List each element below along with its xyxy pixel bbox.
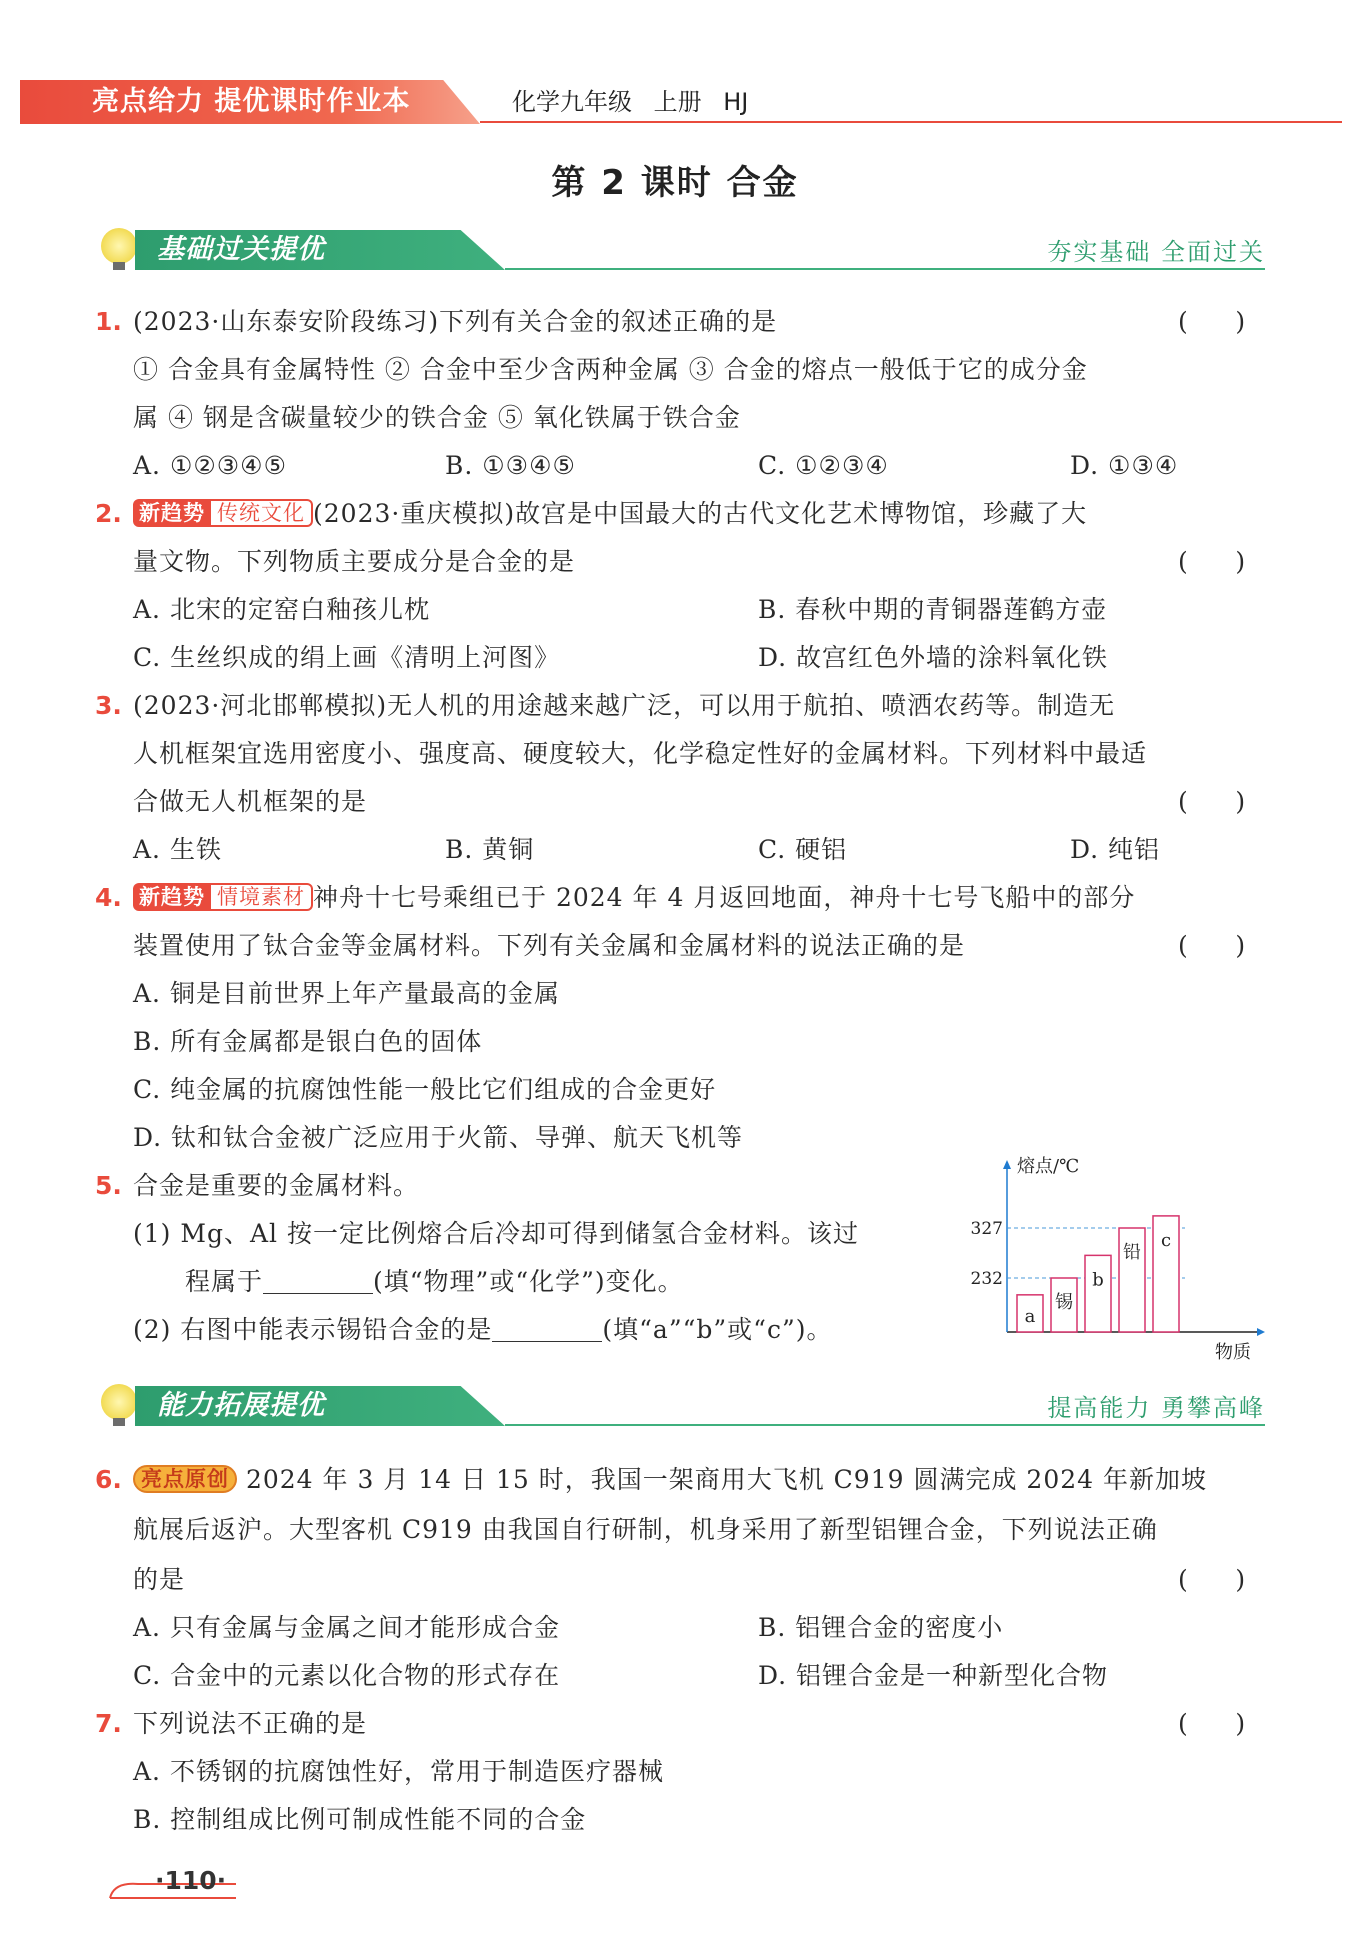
answer-paren: ( ) <box>1178 307 1246 336</box>
question-text: (1) Mg、Al 按一定比例熔合后冷却可得到储氢合金材料。该过 <box>133 1219 859 1248</box>
tag-original: 亮点原创 <box>133 1465 237 1493</box>
y-axis-arrow <box>1003 1160 1011 1169</box>
y-tick-label: 232 <box>970 1269 1003 1289</box>
option: A. 北宋的定窑白釉孩儿枕 <box>133 595 430 624</box>
question-text: 量文物。下列物质主要成分是合金的是 <box>133 547 576 576</box>
lightbulb-icon <box>101 228 137 264</box>
option: A. ①②③④⑤ <box>133 451 288 480</box>
section-rule <box>505 1424 1265 1426</box>
header-divider <box>480 121 1342 123</box>
option: B. 铝锂合金的密度小 <box>758 1613 1004 1642</box>
question-number: 3. <box>95 691 122 720</box>
question-number: 6. <box>95 1465 122 1494</box>
lesson-title: 第 2 课时 合金 <box>551 163 799 203</box>
answer-paren: ( ) <box>1178 547 1246 576</box>
question-stem-line <box>133 881 1135 915</box>
question-number: 1. <box>95 307 122 336</box>
y-axis-label: 熔点/℃ <box>1017 1156 1080 1177</box>
option: D. 铝锂合金是一种新型化合物 <box>758 1661 1109 1690</box>
question-stem-line <box>133 497 1087 531</box>
question-text-line <box>133 1313 832 1347</box>
question-stem: 下列说法不正确的是 <box>133 1709 368 1738</box>
option: D. 钛和钛合金被广泛应用于火箭、导弹、航天飞机等 <box>133 1123 744 1152</box>
option: C. ①②③④ <box>758 451 889 480</box>
tag-trend: 新趋势 <box>133 499 211 527</box>
bar-label: b <box>1092 1269 1104 1291</box>
question-number: 2. <box>95 499 122 528</box>
option: A. 生铁 <box>133 835 222 864</box>
option: D. 故宫红色外墙的涂料氧化铁 <box>758 643 1109 672</box>
question-text-line <box>185 1265 684 1299</box>
option: B. 黄铜 <box>445 835 535 864</box>
option: D. 纯铝 <box>1070 835 1161 864</box>
section-advanced <box>95 1378 1265 1434</box>
question-number: 7. <box>95 1709 122 1738</box>
question-text: 的是 <box>133 1565 186 1594</box>
option: C. 生丝织成的绢上画《清明上河图》 <box>133 643 561 672</box>
question-stem: (2023·河北邯郸模拟)无人机的用途越来越广泛，可以用于航拍、喷洒农药等。制造无 <box>133 691 1116 720</box>
question-text: 人机框架宜选用密度小、强度高、硬度较大，化学稳定性好的金属材料。下列材料中最适 <box>133 739 1148 768</box>
x-axis-label: 物质 <box>1215 1342 1251 1363</box>
tag-topic: 传统文化 <box>211 499 313 527</box>
bar-label: c <box>1160 1229 1172 1251</box>
section-title: 基础过关提优 <box>157 234 325 265</box>
tag-topic: 情境素材 <box>211 883 313 911</box>
option: C. 合金中的元素以化合物的形式存在 <box>133 1661 561 1690</box>
question-stem-line <box>133 1463 1207 1497</box>
option: A. 只有金属与金属之间才能形成合金 <box>133 1613 560 1642</box>
section-basic <box>95 222 1265 278</box>
bar-label: 铅 <box>1123 1242 1141 1263</box>
page-number: ·110· <box>155 1866 227 1895</box>
answer-paren: ( ) <box>1178 931 1246 960</box>
section-slogan: 夯实基础 全面过关 <box>1047 238 1265 266</box>
x-axis-arrow <box>1257 1328 1265 1336</box>
question-stem: (2023·山东泰安阶段练习)下列有关合金的叙述正确的是 <box>133 307 778 336</box>
question-text: ① 合金具有金属特性 ② 合金中至少含两种金属 ③ 合金的熔点一般低于它的成分金 <box>133 355 1088 384</box>
question-text: (填“a”“b”或“c”)。 <box>602 1315 833 1344</box>
question-stem: 2024 年 3 月 14 日 15 时，我国一架商用大飞机 C919 圆满完成 2024 年新加坡 <box>245 1465 1207 1494</box>
header-brand: 亮点给力 提优课时作业本 <box>92 86 411 117</box>
answer-paren: ( ) <box>1178 1709 1246 1738</box>
option: B. 控制组成比例可制成性能不同的合金 <box>133 1805 587 1834</box>
option: C. 硬铝 <box>758 835 848 864</box>
melting-point-chart <box>970 1150 1275 1363</box>
section-slogan: 提高能力 勇攀高峰 <box>1047 1394 1265 1422</box>
bar-label: a <box>1024 1306 1036 1327</box>
answer-paren: ( ) <box>1178 787 1246 816</box>
header-subject: 化学九年级 上册 HJ <box>512 88 749 116</box>
question-text: 程属于 <box>185 1267 264 1296</box>
question-text: 属 ④ 钢是含碳量较少的铁合金 ⑤ 氧化铁属于铁合金 <box>133 403 741 432</box>
option: C. 纯金属的抗腐蚀性能一般比它们组成的合金更好 <box>133 1075 717 1104</box>
question-stem: 合金是重要的金属材料。 <box>133 1171 420 1200</box>
fill-blank[interactable] <box>492 1317 602 1342</box>
bar-2 <box>1085 1255 1111 1332</box>
question-text: 装置使用了钛合金等金属材料。下列有关金属和金属材料的说法正确的是 <box>133 931 966 960</box>
option: A. 铜是目前世界上年产量最高的金属 <box>133 979 560 1008</box>
question-text: (填“物理”或“化学”)变化。 <box>373 1267 684 1296</box>
section-rule <box>505 268 1265 270</box>
question-text: 航展后返沪。大型客机 C919 由我国自行研制，机身采用了新型铝锂合金，下列说法正确 <box>133 1515 1158 1544</box>
answer-paren: ( ) <box>1178 1565 1246 1594</box>
option: B. ①③④⑤ <box>445 451 576 480</box>
y-tick-label: 327 <box>970 1219 1003 1239</box>
option: D. ①③④ <box>1070 451 1179 480</box>
section-title: 能力拓展提优 <box>157 1390 325 1421</box>
bar-label: 锡 <box>1055 1292 1073 1313</box>
question-stem: 神舟十七号乘组已于 2024 年 4 月返回地面，神舟十七号飞船中的部分 <box>313 883 1136 912</box>
tag-trend: 新趋势 <box>133 883 211 911</box>
question-text: (2) 右图中能表示锡铅合金的是 <box>133 1315 493 1344</box>
option: B. 所有金属都是银白色的固体 <box>133 1027 483 1056</box>
fill-blank[interactable] <box>263 1269 373 1294</box>
question-stem: (2023·重庆模拟)故宫是中国最大的古代文化艺术博物馆，珍藏了大 <box>313 499 1088 528</box>
question-text: 合做无人机框架的是 <box>133 787 368 816</box>
question-number: 5. <box>95 1171 122 1200</box>
question-number: 4. <box>95 883 122 912</box>
option: B. 春秋中期的青铜器莲鹤方壶 <box>758 595 1108 624</box>
lightbulb-icon <box>101 1384 137 1420</box>
option: A. 不锈钢的抗腐蚀性好，常用于制造医疗器械 <box>133 1757 664 1786</box>
